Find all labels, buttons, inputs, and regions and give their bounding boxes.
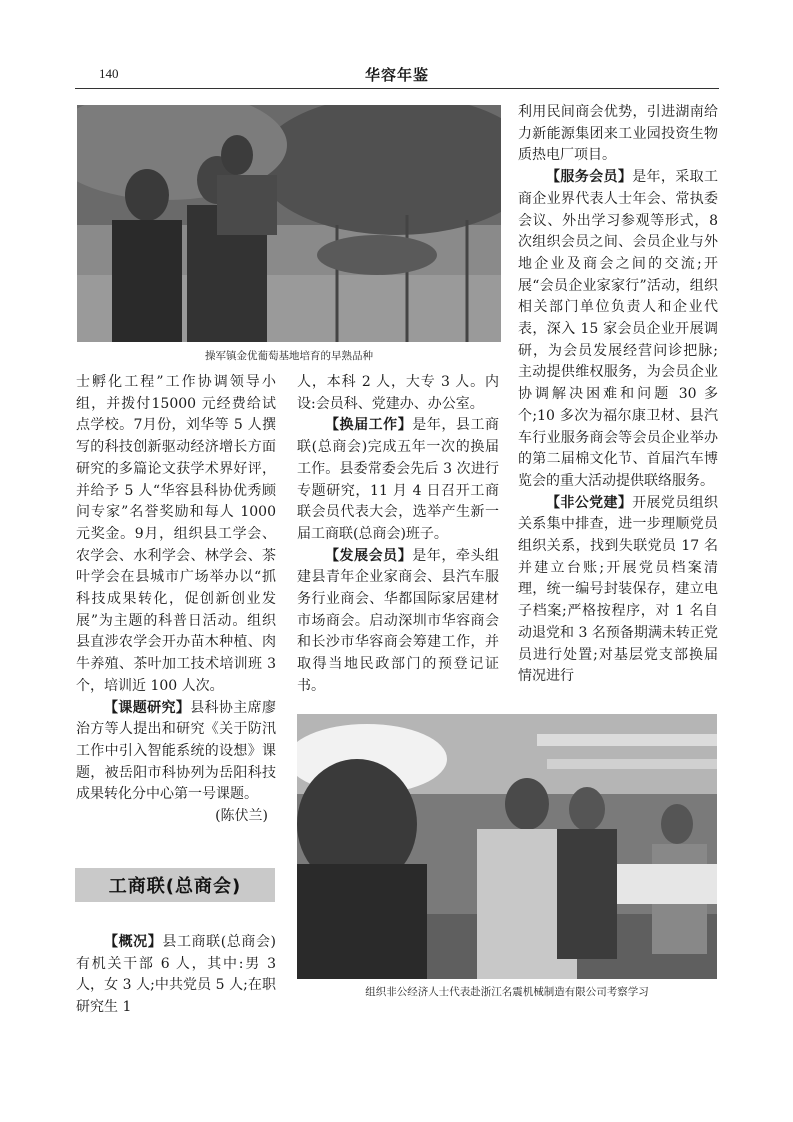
keyword-topic-research: 【课题研究】 bbox=[104, 699, 191, 716]
col3-paragraph-3 bbox=[518, 493, 718, 688]
col3-paragraph-3-text: 开展党员组织关系集中排查，进一步理顺党员组织关系，找到失联党员 17 名并建立台账;开展党员档案清理，统一编号封装保存，建立电子档案;严格按程序，对 1 名自动退党和 3 名预备期满未转正党员进行处置;对基层党支部换届情况进行 bbox=[518, 494, 719, 685]
col1-paragraph-2-text: 县科协主席廖治方等人提出和研究《关于防汛工作中引入智能系统的设想》课题，被岳阳市科协列为岳阳科技成果转化分中心第一号课题。 bbox=[76, 699, 277, 803]
header-rule bbox=[75, 88, 719, 89]
keyword-overview: 【概况】 bbox=[104, 934, 163, 950]
col3-paragraph-1: 利用民间商会优势，引进湖南给力新能源集团来工业园投资生物质热电厂项目。 bbox=[518, 104, 718, 164]
col2-paragraph-2-text: 是年，县工商联(总商会)完成五年一次的换届工作。县委常委会先后 3 次进行专题研究，11 月 4 日召开工商联会员代表大会，选举产生新一届工商联(总商会)班子。 bbox=[297, 417, 500, 542]
col2-paragraph-2 bbox=[297, 415, 499, 545]
col2-paragraph-3 bbox=[297, 546, 499, 698]
vineyard-image bbox=[77, 105, 501, 342]
col2-paragraph-1: 人，本科 2 人，大专 3 人。内设:会员科、党建办、办公室。 bbox=[297, 374, 499, 412]
factory-visit-image bbox=[297, 714, 717, 979]
page-number: 140 bbox=[99, 66, 119, 81]
col1-paragraph-2 bbox=[76, 698, 276, 807]
keyword-party-building: 【非公党建】 bbox=[546, 494, 633, 511]
photo-vineyard bbox=[77, 105, 501, 342]
col3-paragraph-2-text: 是年，采取工商企业界代表人士年会、常执委会议、外出学习参观等形式，8 次组织会员之间、会员企业与外地企业及商会之间的交流;开展“会员企业家家行”活动，组织相关部门单位负责人和企业代表，深入 15 家会员企业开展调研，为会员发展经营问诊把脉;主动提供维权服务，为会员企业协调解决困难和问题 30 多个;10 多次为福尔康卫材、县汽车行业服务商会等会员企业举办的第二届棉文化节、首届汽车博览会的重大活动提供联络服务。 bbox=[518, 169, 719, 489]
column-1-bottom bbox=[76, 932, 276, 1019]
photo2-caption: 组织非公经济人士代表赴浙江名震机械制造有限公司考察学习 bbox=[365, 986, 649, 998]
book-title: 华容年鉴 bbox=[364, 66, 429, 84]
keyword-election: 【换届工作】 bbox=[325, 417, 413, 434]
col1-paragraph-3 bbox=[76, 932, 276, 1019]
photo-factory-visit bbox=[297, 714, 717, 979]
section-title-box bbox=[75, 868, 275, 902]
column-3 bbox=[518, 102, 718, 688]
column-1 bbox=[76, 372, 276, 828]
col2-paragraph-3-text: 是年，牵头组建县青年企业家商会、县汽车服务行业商会、华都国际家居建材市场商会。启动深圳市华容商会和长沙市华容商会筹建工作，并取得当地民政部门的预登记证书。 bbox=[297, 547, 500, 694]
author-signature: (陈伏兰) bbox=[215, 808, 268, 825]
section-title: 工商联(总商会) bbox=[108, 876, 242, 897]
photo1-caption: 操军镇金优葡萄基地培育的早熟品种 bbox=[205, 350, 373, 362]
page-header bbox=[75, 64, 719, 86]
col1-paragraph-1: 士孵化工程”工作协调领导小组，并拨付15000 元经费给试点学校。7月份，刘华等 5 人撰写的科技创新驱动经济增长方面研究的多篇论文获学术界好评，并给予 5 人“华容县科协优秀顾问专家”名誉奖励和每人 1000 元奖金。9月，组织县工学会、农学会、水利学会、林学会、茶叶学会在县城市广场举办以“抓科技成果转化，促创新创业发展”为主题的科普日活动。组织县直涉农学会开办苗木种植、肉牛养殖、茶叶加工技术培训班 3 个，培训近 100 人次。 bbox=[76, 374, 276, 694]
column-2 bbox=[297, 372, 499, 698]
keyword-member-development: 【发展会员】 bbox=[325, 547, 413, 564]
col3-paragraph-2 bbox=[518, 167, 718, 493]
col1-paragraph-3-text: 县工商联(总商会)有机关干部 6 人，其中:男 3 人，女 3 人;中共党员 5 人;在职研究生 1 bbox=[76, 934, 276, 1016]
keyword-member-service: 【服务会员】 bbox=[546, 169, 633, 186]
